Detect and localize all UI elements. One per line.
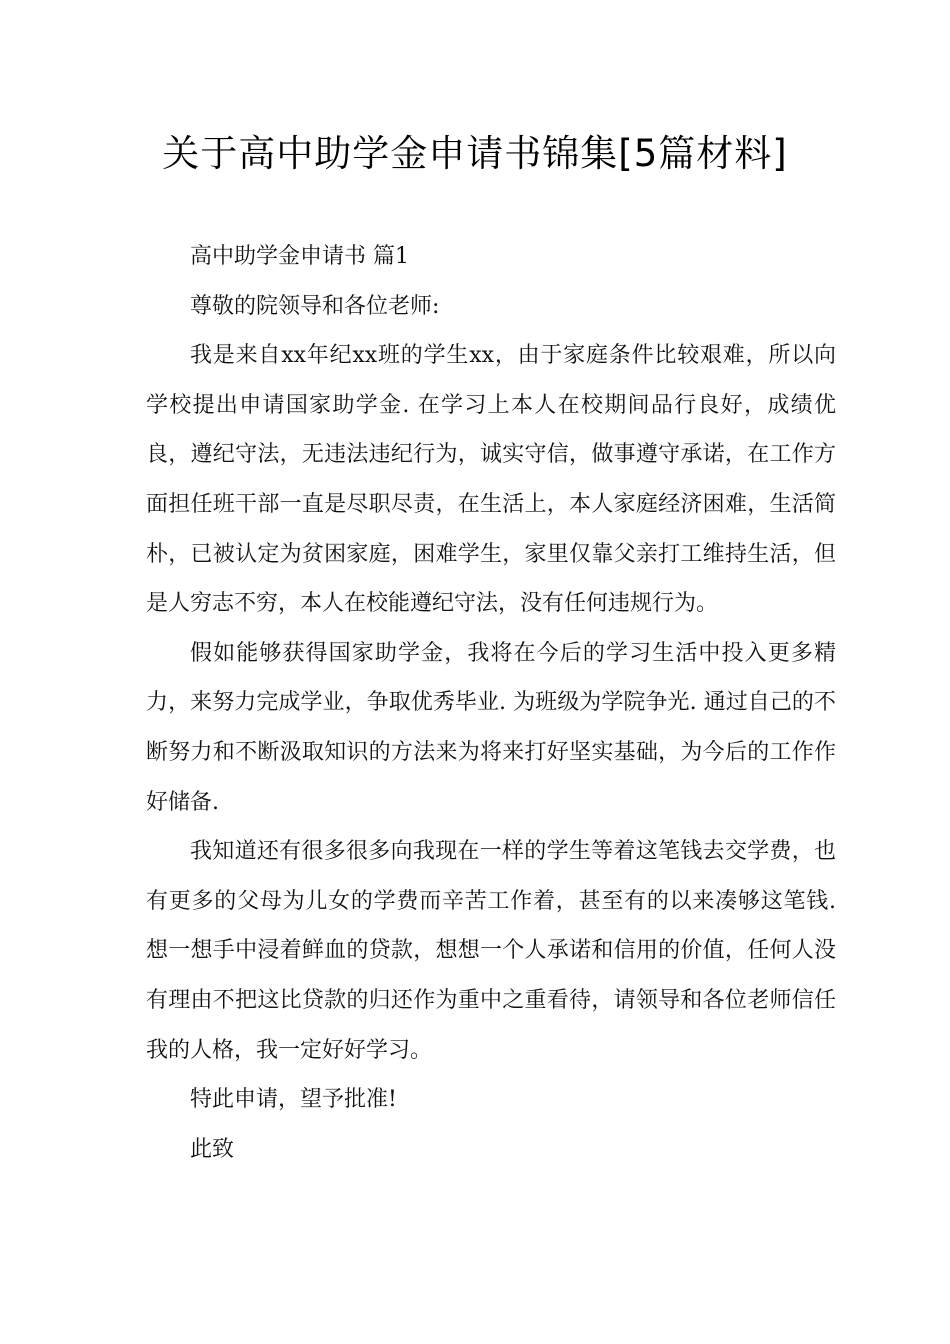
closing-request: 特此申请，望予批准! <box>190 1087 397 1113</box>
body-paragraph: 我知道还有很多很多向我现在一样的学生等着这笔钱去交学费，也有更多的父母为儿女的学费而辛苦工作着，甚至有的以来凑够这笔钱. 想一想手中浸着鲜血的贷款，想想一个人承诺和信用的价值，任何人没有理由不把这比贷款的归还作为重中之重看待，请领导和各位老师信任我的人格，我一定好好学习。 <box>146 839 836 1063</box>
salutation: 尊敬的院领导和各位老师: <box>190 293 440 319</box>
document-body <box>146 232 836 1174</box>
document-title: 关于高中助学金申请书锦集[5篇材料] <box>162 132 788 175</box>
body-paragraph: 假如能够获得国家助学金，我将在今后的学习生活中投入更多精力，来努力完成学业，争取优秀毕业. 为班级为学院争光. 通过自己的不断努力和不断汲取知识的方法来为将来打好坚实基础，为今后的工作作好储备. <box>146 640 836 815</box>
section-heading: 高中助学金申请书 篇1 <box>190 244 409 269</box>
closing: 此致 <box>190 1136 235 1162</box>
body-paragraph: 我是来自xx年纪xx班的学生xx，由于家庭条件比较艰难，所以向学校提出申请国家助学金. 在学习上本人在校期间品行良好，成绩优良，遵纪守法，无违法违纪行为，诚实守信，做事遵守承诺，在工作方面担任班干部一直是尽职尽责，在生活上，本人家庭经济困难，生活简朴，已被认定为贫困家庭，困难学生，家里仅靠父亲打工维持生活，但是人穷志不穷，本人在校能遵纪守法，没有任何违规行为。 <box>146 343 836 617</box>
